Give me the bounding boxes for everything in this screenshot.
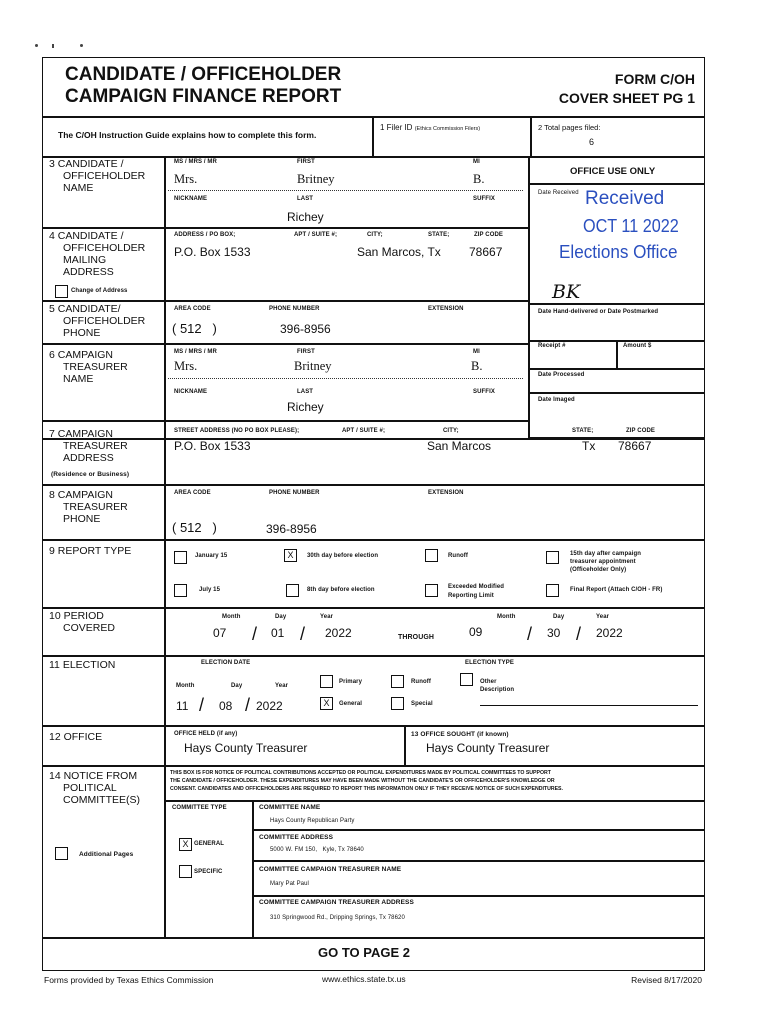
amount-label: Amount $ xyxy=(623,343,652,349)
election-special-label: Special xyxy=(411,701,433,707)
period-to-month: 09 xyxy=(469,625,483,639)
period-from-slash-1: / xyxy=(252,624,258,644)
sec5-phone-label: PHONE NUMBER xyxy=(269,306,320,312)
election-day-label: Day xyxy=(231,683,243,689)
report-type-jan15-checkbox[interactable] xyxy=(174,551,187,564)
sec14-label: 14 NOTICE FROM POLITICAL COMMITTEE(S) xyxy=(49,770,140,806)
sec4-label: 4 CANDIDATE / OFFICEHOLDER MAILING ADDRESS xyxy=(49,230,146,278)
committee-specific-checkbox[interactable] xyxy=(179,865,192,878)
election-primary-checkbox[interactable] xyxy=(320,675,333,688)
sec6-ms-label: MS / MRS / MR xyxy=(174,349,217,355)
sec4-city-label: CITY; xyxy=(367,232,383,238)
election-date-label: ELECTION DATE xyxy=(201,660,251,666)
sec7-state-value: Tx xyxy=(582,439,596,453)
period-to-slash-2: / xyxy=(576,624,582,644)
sec7-street-label: STREET ADDRESS (NO PO BOX PLEASE); xyxy=(174,428,300,434)
office-use-frame xyxy=(528,156,705,438)
total-pages-label: 2 Total pages filed: xyxy=(538,123,601,132)
election-special-checkbox[interactable] xyxy=(391,697,404,710)
election-slash-2: / xyxy=(245,695,251,715)
stamp-date: OCT 11 2022 xyxy=(583,216,679,236)
sec8-ext-label: EXTENSION xyxy=(428,490,464,496)
office-sought-value: Hays County Treasurer xyxy=(426,741,550,755)
instruction-text: The C/OH Instruction Guide explains how to complete this form. xyxy=(58,130,317,140)
sec8-area-label: AREA CODE xyxy=(174,490,211,496)
stamp-office: Elections Office xyxy=(559,242,678,262)
report-type-30day-label: 30th day before election xyxy=(307,553,379,559)
sec5-ext-label: EXTENSION xyxy=(428,306,464,312)
total-pages-value: 6 xyxy=(589,137,595,147)
receipt-label: Receipt # xyxy=(538,343,566,349)
report-type-final-checkbox[interactable] xyxy=(546,584,559,597)
period-to-day-label: Day xyxy=(553,614,565,620)
imaged-label: Date Imaged xyxy=(538,397,575,403)
committee-address-value: 5000 W. FM 150, Kyle, Tx 78640 xyxy=(270,847,364,853)
change-address-label: Change of Address xyxy=(71,288,128,294)
committee-treasurer-address-label: COMMITTEE CAMPAIGN TREASURER ADDRESS xyxy=(259,899,414,906)
scan-mark xyxy=(52,44,54,48)
period-from-year: 2022 xyxy=(325,626,352,640)
scan-mark xyxy=(80,44,83,47)
election-other-label: Other Description xyxy=(480,679,515,693)
processed-label: Date Processed xyxy=(538,372,585,378)
report-type-8day-checkbox[interactable] xyxy=(286,584,299,597)
sec3-suffix-label: SUFFIX xyxy=(473,196,495,202)
report-type-jan15-label: January 15 xyxy=(195,553,228,559)
form-title-2: CAMPAIGN FINANCE REPORT xyxy=(65,86,342,107)
sec3-first-value: Britney xyxy=(297,172,335,186)
sec7-zip-value: 78667 xyxy=(618,439,652,453)
sec7-city-label: CITY; xyxy=(443,428,459,434)
election-general-label: General xyxy=(339,701,363,707)
office-held-label: OFFICE HELD (if any) xyxy=(174,731,238,737)
committee-type-label: COMMITTEE TYPE xyxy=(172,805,227,811)
scan-mark xyxy=(35,44,38,47)
sec7-state-label: STATE; xyxy=(572,428,594,434)
sec4-addr-value: P.O. Box 1533 xyxy=(174,245,251,259)
sec6-first-label: FIRST xyxy=(297,349,315,355)
period-to-month-label: Month xyxy=(497,614,516,620)
period-from-slash-2: / xyxy=(300,624,306,644)
election-month: 11 xyxy=(176,699,189,713)
election-primary-label: Primary xyxy=(339,679,363,685)
sec3-mi-label: MI xyxy=(473,159,480,165)
report-type-runoff-checkbox[interactable] xyxy=(425,549,438,562)
committee-treasurer-name-value: Mary Pat Paul xyxy=(270,881,309,887)
report-type-8day-label: 8th day before election xyxy=(307,587,375,593)
period-to-year: 2022 xyxy=(596,626,623,640)
report-type-final-label: Final Report (Attach C/OH - FR) xyxy=(570,587,663,593)
sec6-ms-value: Mrs. xyxy=(174,359,198,373)
sec5-area-value: ( 512 ) xyxy=(172,321,217,336)
sec6-last-value: Richey xyxy=(287,400,324,414)
sec8-phone-label: PHONE NUMBER xyxy=(269,490,320,496)
election-year: 2022 xyxy=(256,699,283,713)
committee-address-label: COMMITTEE ADDRESS xyxy=(259,834,334,841)
change-address-checkbox[interactable] xyxy=(55,285,68,298)
report-type-runoff-label: Runoff xyxy=(448,553,468,559)
committee-general-label: GENERAL xyxy=(194,841,225,847)
committee-name-label: COMMITTEE NAME xyxy=(259,804,321,811)
sec3-first-label: FIRST xyxy=(297,159,315,165)
report-type-30day-checkbox[interactable]: X xyxy=(284,549,297,562)
hand-delivered-label: Date Hand-delivered or Date Postmarked xyxy=(538,309,659,315)
sec3-ms-value: Mrs. xyxy=(174,172,198,186)
sec5-phone-value: 396-8956 xyxy=(280,322,331,336)
sec3-mi-value: B. xyxy=(473,172,485,186)
notice-text: THIS BOX IS FOR NOTICE OF POLITICAL CONTRIBUTIONS ACCEPTED OR POLITICAL EXPENDITURES MADE BY POLITICAL COMMITTEES TO SUPPORT THE CANDIDATE / OFFICEHOLDER. THESE EXPENDITURES MAY HAVE BEEN MADE WITHOUT THE CANDIDATE'S OR OFFICEHOLDER'S KNOWLEDGE OR CONSENT. CANDIDATES AND OFFICEHOLDERS ARE REQUIRED TO REPORT THIS INFORMATION ONLY IF THEY RECEIVE NOTICE OF SUCH EXPENDITURES. xyxy=(170,770,563,792)
committee-treasurer-address-value: 310 Springwood Rd., Dripping Springs, Tx 78620 xyxy=(270,915,405,921)
sec4-addr-label: ADDRESS / PO BOX; xyxy=(174,232,236,238)
sec6-nick-label: NICKNAME xyxy=(174,389,208,395)
sec8-area-value: ( 512 ) xyxy=(172,520,217,535)
period-from-month: 07 xyxy=(213,626,227,640)
committee-name-value: Hays County Republican Party xyxy=(270,818,355,824)
election-runoff-label: Runoff xyxy=(411,679,431,685)
sec7-label: 7 CAMPAIGN TREASURER ADDRESS xyxy=(49,428,128,464)
go-to-page-2: GO TO PAGE 2 xyxy=(318,945,410,960)
election-year-label: Year xyxy=(275,683,289,689)
report-type-15day-checkbox[interactable] xyxy=(546,551,559,564)
sec7-apt-label: APT / SUITE #; xyxy=(342,428,386,434)
report-type-jul15-checkbox[interactable] xyxy=(174,584,187,597)
sec3-nick-label: NICKNAME xyxy=(174,196,208,202)
sec9-label: 9 REPORT TYPE xyxy=(49,545,132,557)
sec8-label: 8 CAMPAIGN TREASURER PHONE xyxy=(49,489,128,525)
period-from-day-label: Day xyxy=(275,614,287,620)
report-type-exceeded-checkbox[interactable] xyxy=(425,584,438,597)
sec7-note: (Residence or Business) xyxy=(51,471,130,478)
sec6-last-label: LAST xyxy=(297,389,314,395)
election-other-checkbox[interactable] xyxy=(460,673,473,686)
report-type-jul15-label: July 15 xyxy=(199,587,221,593)
committee-treasurer-name-label: COMMITTEE CAMPAIGN TREASURER NAME xyxy=(259,866,402,873)
date-received-label: Date Received xyxy=(538,190,579,196)
sec6-suffix-label: SUFFIX xyxy=(473,389,495,395)
footer-url[interactable]: www.ethics.state.tx.us xyxy=(322,974,406,984)
period-from-day: 01 xyxy=(271,626,285,640)
period-to-year-label: Year xyxy=(596,614,610,620)
report-type-15day-label: 15th day after campaign treasurer appointment (Officeholder Only) xyxy=(570,551,641,573)
sec6-label: 6 CAMPAIGN TREASURER NAME xyxy=(49,349,128,385)
sec6-mi-value: B. xyxy=(471,359,483,373)
stamp-received: Received xyxy=(585,188,665,209)
sec4-city-state-value: San Marcos, Tx xyxy=(357,245,441,259)
election-month-label: Month xyxy=(176,683,195,689)
form-title-1: CANDIDATE / OFFICEHOLDER xyxy=(65,64,342,85)
footer-revised: Revised 8/17/2020 xyxy=(631,975,702,985)
sec13-label: 13 OFFICE SOUGHT (if known) xyxy=(411,731,509,738)
sec12-label: 12 OFFICE xyxy=(49,731,103,743)
sec6-mi-label: MI xyxy=(473,349,480,355)
sec7-street-value: P.O. Box 1533 xyxy=(174,439,251,453)
committee-specific-label: SPECIFIC xyxy=(194,869,223,875)
additional-pages-label: Additional Pages xyxy=(79,851,134,858)
period-from-month-label: Month xyxy=(222,614,241,620)
sec8-phone-value: 396-8956 xyxy=(266,522,317,536)
sec4-state-label: STATE; xyxy=(428,232,450,238)
sec5-area-label: AREA CODE xyxy=(174,306,211,312)
sec7-city-value: San Marcos xyxy=(427,439,492,453)
period-through-label: THROUGH xyxy=(398,634,435,641)
form-page: COVER SHEET PG 1 xyxy=(558,90,695,106)
period-from-year-label: Year xyxy=(320,614,334,620)
election-general-checkbox[interactable]: X xyxy=(320,697,333,710)
election-type-label: ELECTION TYPE xyxy=(465,660,514,666)
election-runoff-checkbox[interactable] xyxy=(391,675,404,688)
period-to-day: 30 xyxy=(547,626,561,640)
sec7-zip-label: ZIP CODE xyxy=(626,428,656,434)
report-type-exceeded-label: Exceeded Modified Reporting Limit xyxy=(448,584,505,599)
office-held-value: Hays County Treasurer xyxy=(184,741,308,755)
sec6-first-value: Britney xyxy=(294,359,332,373)
received-initials: BK xyxy=(552,281,581,303)
footer-provided: Forms provided by Texas Ethics Commission xyxy=(44,975,214,985)
sec3-ms-label: MS / MRS / MR xyxy=(174,159,217,165)
sec3-last-value: Richey xyxy=(287,210,324,224)
sec3-label: 3 CANDIDATE / OFFICEHOLDER NAME xyxy=(49,158,146,194)
committee-general-checkbox[interactable]: X xyxy=(179,838,192,851)
sec4-zip-label: ZIP CODE xyxy=(474,232,504,238)
sec3-last-label: LAST xyxy=(297,196,314,202)
additional-pages-checkbox[interactable] xyxy=(55,847,68,860)
form-code: FORM C/OH xyxy=(614,71,695,87)
period-to-slash-1: / xyxy=(527,624,533,644)
sec11-label: 11 ELECTION xyxy=(49,659,116,671)
sec4-zip-value: 78667 xyxy=(469,245,503,259)
election-slash-1: / xyxy=(199,695,205,715)
sec4-apt-label: APT / SUITE #; xyxy=(294,232,338,238)
filer-id-label: 1 Filer ID (Ethics Commission Filers) xyxy=(380,123,481,132)
sec10-label: 10 PERIOD COVERED xyxy=(49,610,115,634)
office-use-title: OFFICE USE ONLY xyxy=(570,166,656,177)
election-day: 08 xyxy=(219,699,233,713)
sec5-label: 5 CANDIDATE/ OFFICEHOLDER PHONE xyxy=(49,303,146,339)
